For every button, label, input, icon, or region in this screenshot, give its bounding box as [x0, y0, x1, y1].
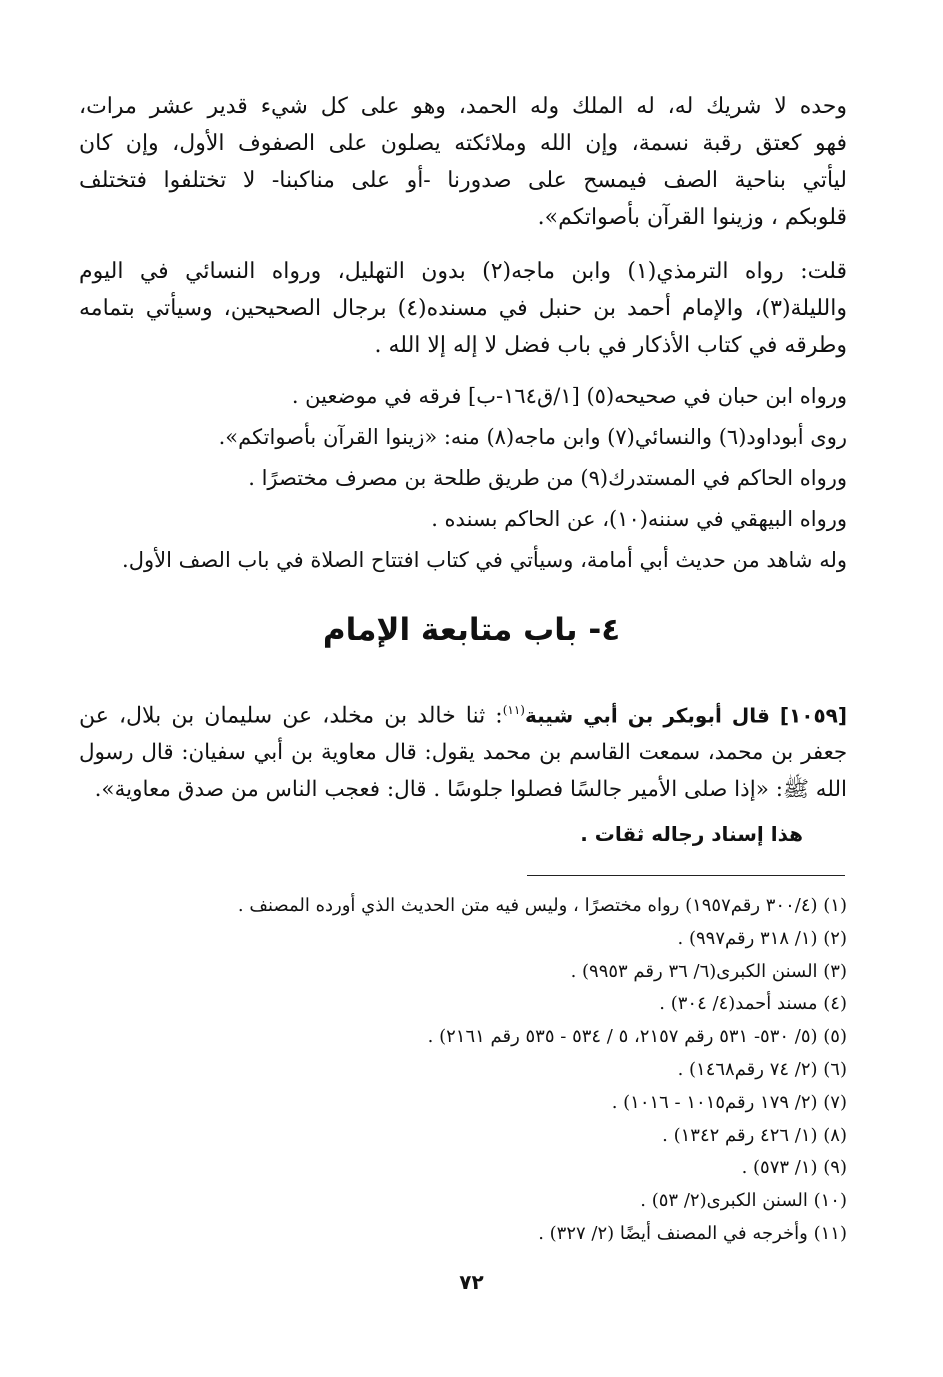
footnotes	[79, 890, 847, 1251]
footnote: (١) (٣٠٠/٤ رقم١٩٥٧) رواه مختصرًا ، وليس فيه متن الحديث الذي أورده المصنف .	[237, 895, 847, 916]
footnote: (١١) وأخرجه في المصنف أيضًا (٢/ ٣٢٧) .	[538, 1222, 847, 1244]
text-line: والليلة(٣)، والإمام أحمد بن حنبل في مسنده(٤) برجال الصحيحين، وسيأتي بتمامه	[79, 296, 847, 321]
text-line: الله ﷺ: «إذا صلى الأمير جالسًا فصلوا جلوسًا . قال: فعجب الناس من صدق معاوية».	[94, 777, 847, 803]
text-line: فهو كعتق رقبة نسمة، وإن الله وملائكته يصلون على الصفوف الأول، وإن كان	[79, 131, 847, 156]
footnote: (٩) (١/ ٥٧٣) .	[741, 1157, 847, 1179]
footnote: (٦) (٢/ ٧٤ رقم١٤٦٨) .	[677, 1058, 847, 1080]
hadith-number: [١٠٥٩]	[779, 703, 848, 728]
hadith-entry	[79, 692, 847, 808]
text-line: قلت: رواه الترمذي(١) وابن ماجه(٢) بدون التهليل، ورواه النسائي في اليوم	[79, 259, 848, 284]
footnote: (٤) مسند أحمد(٤/ ٣٠٤) .	[659, 993, 847, 1015]
text-line: وحده لا شريك له، له الملك وله الحمد، وهو على كل شيء قدير عشر مرات،	[79, 94, 847, 119]
footnote-marker: (١١)	[502, 703, 525, 717]
text-line: ليأتي بناحية الصف فيمسح على صدورنا -أو على مناكبنا- لا تختلفوا فتختلف	[79, 168, 847, 193]
footnote-divider	[527, 875, 845, 876]
text-line: جعفر بن محمد، سمعت القاسم بن محمد يقول: قال معاوية بن أبي سفيان: قال رسول	[79, 740, 847, 766]
source-line: ورواه ابن حبان في صحيحه(٥) [١/ق١٦٤-ب] فرقه في موضعين .	[291, 384, 847, 408]
source-list	[79, 376, 847, 581]
hadith-text-continuation	[79, 88, 847, 236]
hadith-first-line	[79, 692, 847, 734]
text-line: قلوبكم ، وزينوا القرآن بأصواتكم».	[537, 205, 847, 230]
section-heading: ٤- باب متابعة الإمام	[322, 612, 621, 648]
source-line: ورواه الحاكم في المستدرك(٩) من طريق طلحة بن مصرف مختصرًا .	[248, 466, 847, 490]
footnote: (٨) (١/ ٤٢٦ رقم ١٣٤٢) .	[662, 1124, 847, 1146]
author-note	[79, 253, 847, 364]
text-line: وطرقه في كتاب الأذكار في باب فضل لا إله إلا الله .	[374, 333, 847, 358]
hadith-opening: قال أبوبكر بن أبي شيبة	[524, 703, 770, 728]
footnote: (١٠) السنن الكبرى(٢/ ٥٣) .	[640, 1190, 847, 1212]
source-line: وله شاهد من حديث أبي أمامة، وسيأتي في كتاب افتتاح الصلاة في باب الصف الأول.	[122, 548, 847, 572]
footnote: (٧) (٢/ ١٧٩ رقم١٠١٥ - ١٠١٦) .	[611, 1091, 847, 1113]
page-number: ٧٢	[459, 1270, 484, 1294]
source-line: ورواه البيهقي في سننه(١٠)، عن الحاكم بسنده .	[431, 507, 847, 531]
isnad-grading: هذا إسناد رجاله ثقات .	[580, 822, 803, 846]
footnote: (٣) السنن الكبرى(٦/ ٣٦ رقم ٩٩٥٣) .	[570, 960, 847, 982]
hadith-chain: : ثنا خالد بن مخلد، عن سليمان بن بلال، عن	[79, 703, 503, 729]
footnote: (٥) (٥/ ٥٣٠- ٥٣١ رقم ٢١٥٧، ٥ / ٥٣٤ - ٥٣٥ رقم ٢١٦١) .	[427, 1026, 847, 1048]
footnote: (٢) (١/ ٣١٨ رقم٩٩٧) .	[677, 927, 847, 949]
source-line: روى أبوداود(٦) والنسائي(٧) وابن ماجه(٨) منه: «زينوا القرآن بأصواتكم».	[218, 425, 847, 449]
